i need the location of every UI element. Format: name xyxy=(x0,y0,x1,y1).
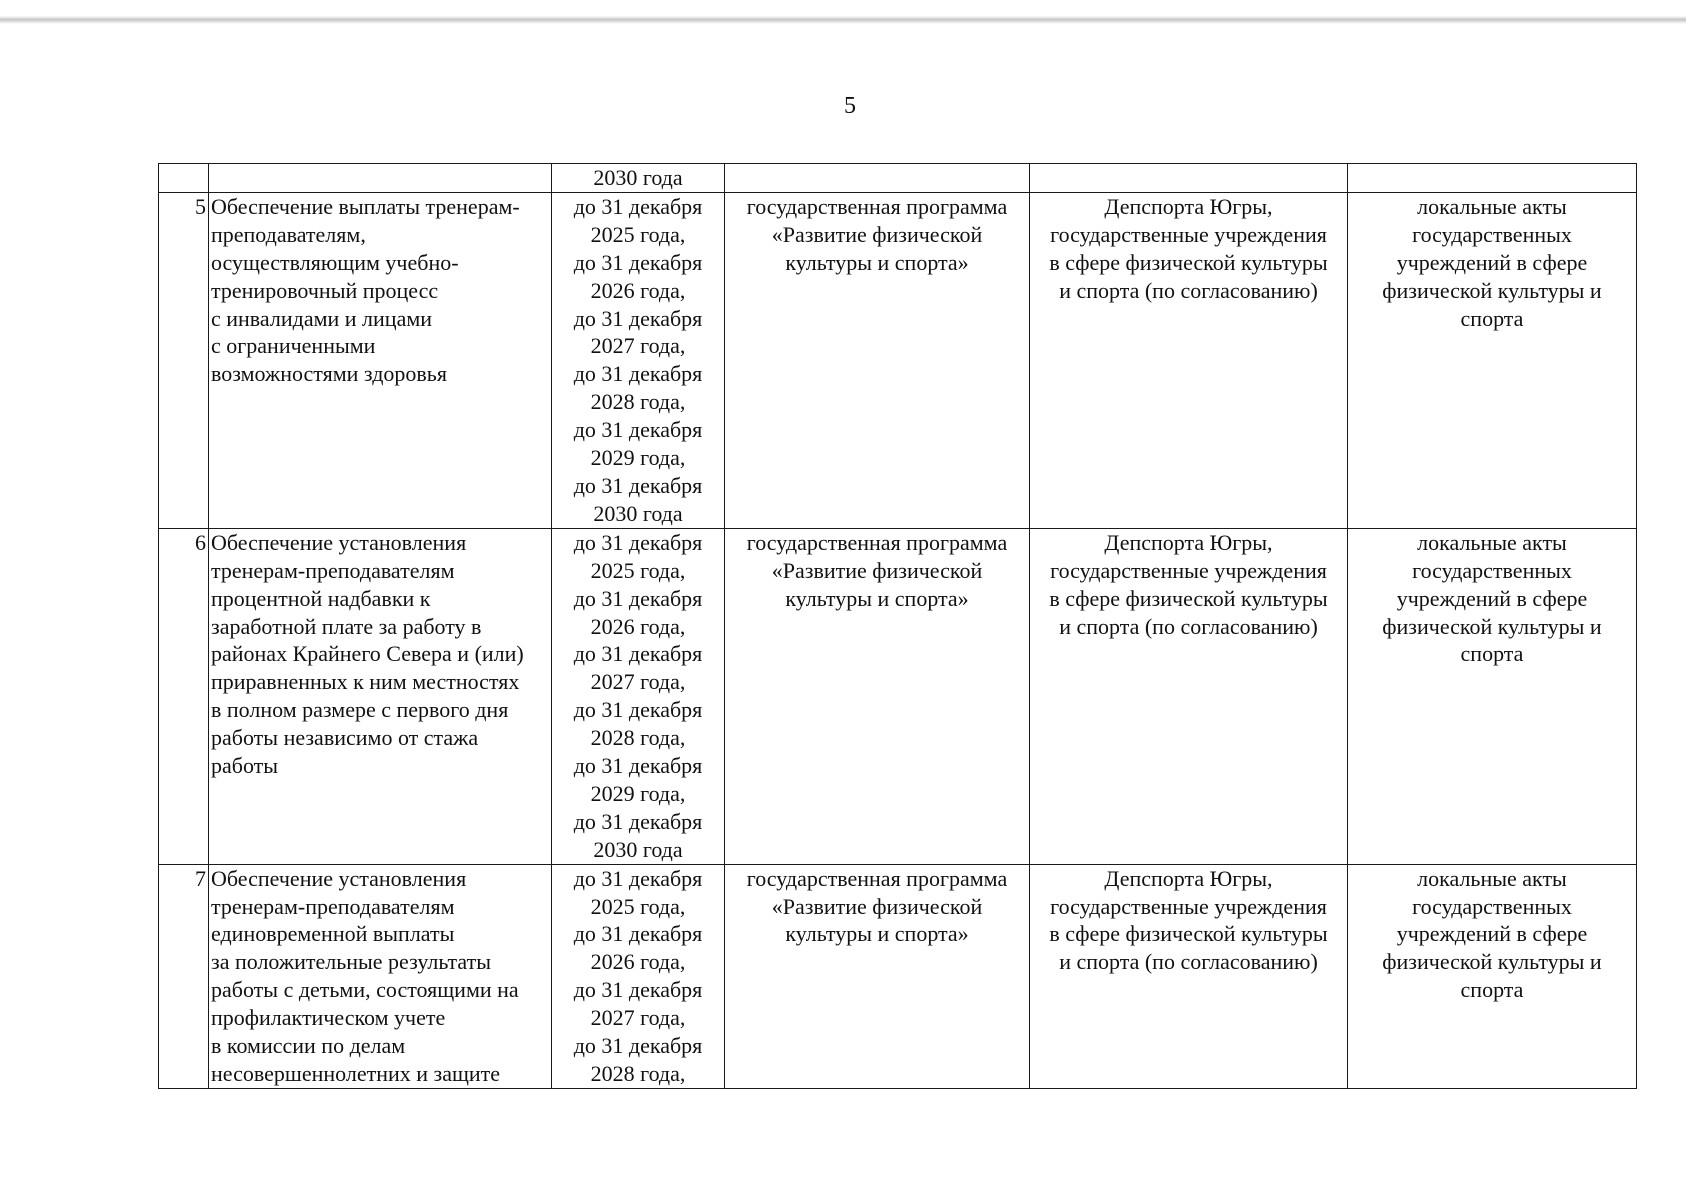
cell-number: 7 xyxy=(159,864,209,1088)
table-row-continuation xyxy=(159,164,1637,193)
cell-measure: Обеспечение установления тренерам-преподавателям процентной надбавки к заработной плате за работу в районах Крайнего Севера и (или) приравненных к ним местностях в полном размере с первого дня работы независимо от стажа работы xyxy=(209,528,552,864)
cell-deadline: до 31 декабря 2025 года, до 31 декабря 2026 года, до 31 декабря 2027 года, до 31 декабря 2028 года, до 31 декабря 2029 года, до 31 декабря 2030 года xyxy=(552,528,725,864)
cell-responsible: Депспорта Югры, государственные учреждения в сфере физической культуры и спорта (по согласованию) xyxy=(1030,864,1348,1088)
cell-program: государственная программа «Развитие физической культуры и спорта» xyxy=(725,528,1030,864)
cell-number xyxy=(159,164,209,193)
cell-acts xyxy=(1348,164,1637,193)
cell-responsible: Депспорта Югры, государственные учреждения в сфере физической культуры и спорта (по согласованию) xyxy=(1030,528,1348,864)
cell-acts: локальные акты государственных учреждений в сфере физической культуры и спорта xyxy=(1348,192,1637,528)
cell-measure: Обеспечение установления тренерам-преподавателям единовременной выплаты за положительные результаты работы с детьми, состоящими на профилактическом учете в комиссии по делам несовершеннолетних и защите xyxy=(209,864,552,1088)
cell-deadline: до 31 декабря 2025 года, до 31 декабря 2026 года, до 31 декабря 2027 года, до 31 декабря 2028 года, до 31 декабря 2029 года, до 31 декабря 2030 года xyxy=(552,192,725,528)
table-row xyxy=(159,192,1637,528)
cell-number: 5 xyxy=(159,192,209,528)
cell-deadline: до 31 декабря 2025 года, до 31 декабря 2026 года, до 31 декабря 2027 года, до 31 декабря 2028 года, xyxy=(552,864,725,1088)
measures-table xyxy=(158,163,1637,1089)
cell-program xyxy=(725,164,1030,193)
scan-top-edge xyxy=(0,16,1686,24)
cell-responsible xyxy=(1030,164,1348,193)
cell-acts: локальные акты государственных учреждений в сфере физической культуры и спорта xyxy=(1348,528,1637,864)
table-row xyxy=(159,864,1637,1088)
cell-responsible: Депспорта Югры, государственные учреждения в сфере физической культуры и спорта (по согласованию) xyxy=(1030,192,1348,528)
cell-number: 6 xyxy=(159,528,209,864)
table-row xyxy=(159,528,1637,864)
cell-deadline: 2030 года xyxy=(552,164,725,193)
cell-measure: Обеспечение выплаты тренерам- преподавателям, осуществляющим учебно- тренировочный процесс с инвалидами и лицами с ограниченными возможностями здоровья xyxy=(209,192,552,528)
cell-measure xyxy=(209,164,552,193)
page-number: 5 xyxy=(844,93,856,119)
cell-acts: локальные акты государственных учреждений в сфере физической культуры и спорта xyxy=(1348,864,1637,1088)
cell-program: государственная программа «Развитие физической культуры и спорта» xyxy=(725,864,1030,1088)
cell-program: государственная программа «Развитие физической культуры и спорта» xyxy=(725,192,1030,528)
